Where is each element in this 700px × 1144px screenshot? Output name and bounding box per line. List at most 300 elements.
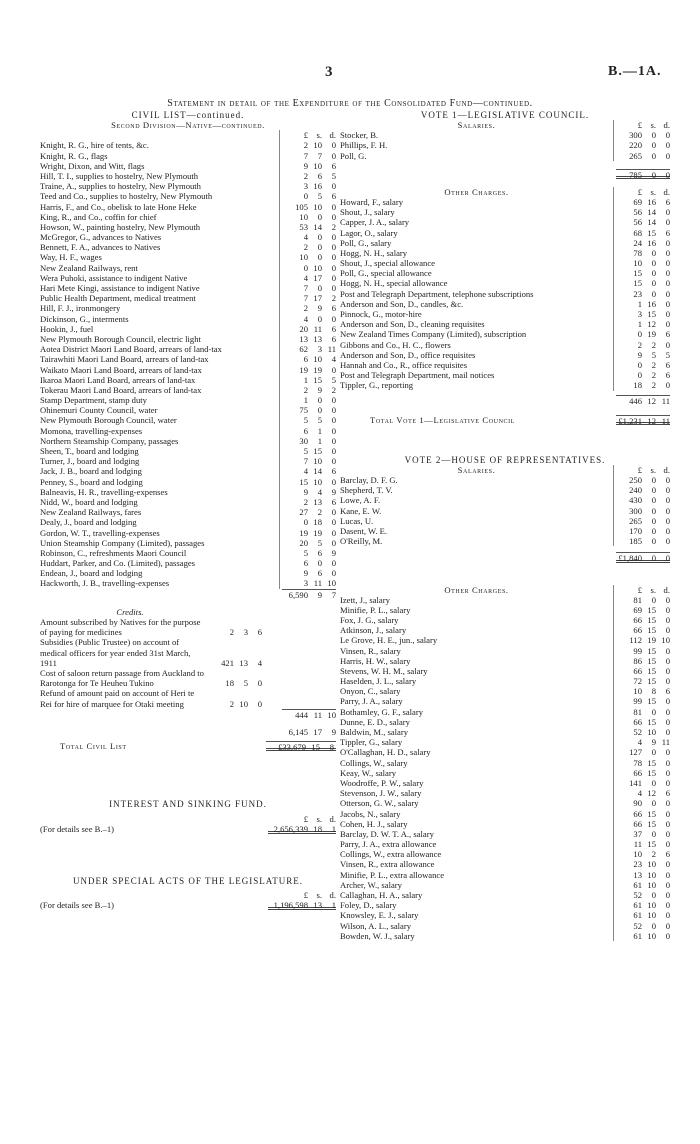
pounds-value: 0 [637, 329, 642, 340]
entry-description: Harris, F., and Co., obelisk to late Hone Heke [40, 201, 197, 212]
shillings-value: 14 [647, 207, 656, 218]
shillings-value: 15 [647, 716, 656, 727]
table-row [340, 859, 670, 869]
pounds-value: 13 [633, 869, 642, 880]
table-row [340, 635, 670, 645]
table-row [340, 890, 670, 900]
pounds-value: 18 [633, 380, 642, 391]
table-row [40, 456, 336, 466]
pence-value: 5 [331, 170, 336, 181]
table-row [40, 578, 336, 588]
table-row [40, 517, 336, 527]
pounds-value: 2 [229, 698, 234, 709]
pence-value: 0 [331, 201, 336, 212]
pounds-value: 7 [303, 293, 308, 304]
table-row [40, 344, 336, 354]
table-row [340, 768, 670, 778]
pence-value: 0 [665, 798, 670, 809]
entry-description: Post and Telegraph Department, telephone subscriptions [340, 288, 534, 299]
shillings-value: 16 [647, 196, 656, 207]
shillings-value: 15 [313, 374, 322, 385]
vote2-title: VOTE 2—HOUSE OF REPRESENTATIVES. [404, 454, 606, 465]
shillings-value: 0 [651, 777, 656, 788]
pounds-value: 0 [637, 359, 642, 370]
pounds-value: 4 [303, 466, 308, 477]
pence-value: 6 [331, 191, 336, 202]
shillings-value: 2 [651, 359, 656, 370]
entry-description: Anderson and Son, D., candles, &c. [340, 298, 464, 309]
pence-value: 6 [665, 788, 670, 799]
pounds-value: 66 [633, 614, 642, 625]
entry-description: Lucas, U. [340, 515, 374, 526]
entry-description: Vinsen, R., salary [340, 645, 401, 656]
entry-description: New Plymouth Borough Council, electric light [40, 333, 201, 344]
entry-description: Hookin, J., fuel [40, 323, 94, 334]
pounds-value: 11 [633, 839, 642, 850]
pence-value: 0 [257, 678, 262, 689]
pence-value: 0 [665, 777, 670, 788]
table-row [40, 151, 336, 161]
table-row [340, 676, 670, 686]
table-row [40, 212, 336, 222]
pounds-value: 430 [629, 495, 642, 506]
shillings-value: 10 [313, 201, 322, 212]
vote2-other-header: Other Charges. £ s. d. [444, 584, 670, 595]
entry-description: Atkinson, J., salary [340, 625, 407, 636]
vote2-salaries [340, 475, 670, 546]
shillings-value: 0 [651, 140, 656, 151]
shillings-value: 15 [313, 446, 322, 457]
table-row [340, 207, 670, 217]
table-row [340, 666, 670, 676]
pence-value: 0 [331, 507, 336, 518]
entry-description: Otterson, G. W., salary [340, 798, 419, 809]
entry-description: Aotea District Maori Land Board, arrears of land-tax [40, 344, 222, 355]
table-row [340, 516, 670, 526]
entry-description: Traine, A., supplies to hostelry, New Plymouth [40, 181, 201, 192]
pence-value: 0 [665, 625, 670, 636]
division-subtitle: Second Division—Native—continued. [111, 120, 265, 131]
pounds-value: 81 [633, 706, 642, 717]
vote1-salaries-total: 785 0 0 [340, 169, 670, 179]
pounds-value: 2 [229, 627, 234, 638]
pounds-value: 112 [629, 635, 642, 646]
entry-description: Wera Puhoki, assistance to indigent Native [40, 272, 188, 283]
table-row [40, 497, 336, 507]
table-row [340, 707, 670, 717]
pence-value: 6 [665, 196, 670, 207]
shillings-value: 0 [651, 288, 656, 299]
pence-value: 6 [665, 227, 670, 238]
pounds-value: 2 [303, 140, 308, 151]
entry-description: Wright, Dixon, and Witt, flags [40, 160, 145, 171]
entry-description: Callaghan, H. A., salary [340, 890, 423, 901]
pence-value: 2 [331, 384, 336, 395]
special-acts-row: (For details see B.–1) 1,196,598 13 1 [40, 900, 336, 911]
table-row [340, 238, 670, 248]
entry-description: Tippler, G., reporting [340, 380, 414, 391]
entry-description: Minifie, P. L., extra allowance [340, 869, 445, 880]
votes-column [340, 110, 670, 941]
shillings-value: 0 [651, 150, 656, 161]
table-row [340, 625, 670, 635]
entry-description: Onyon, C., salary [340, 686, 401, 697]
entry-description: Bothamley, G. F., salary [340, 706, 424, 717]
pounds-value: 9 [303, 568, 308, 579]
entry-description: Cohen, H. J., salary [340, 818, 408, 829]
pounds-value: 7 [303, 150, 308, 161]
entry-description: Hackworth, J. B., travelling-expenses [40, 578, 170, 589]
shillings-value: 10 [647, 910, 656, 921]
credit-item [40, 617, 336, 637]
table-row [340, 475, 670, 485]
entry-description: Momona, travelling-expenses [40, 425, 143, 436]
pounds-value: 3 [637, 309, 642, 320]
shillings-value: 0 [651, 278, 656, 289]
pounds-value: 6 [303, 425, 308, 436]
pence-value: 0 [331, 150, 336, 161]
entry-description: Northern Steamship Company, passages [40, 435, 179, 446]
shillings-value: 0 [651, 890, 656, 901]
pence-value: 0 [665, 890, 670, 901]
table-row [340, 130, 670, 140]
shillings-value: 5 [317, 191, 322, 202]
entry-description: Phillips, F. H. [340, 140, 388, 151]
pence-value: 0 [665, 150, 670, 161]
table-row [340, 319, 670, 329]
shillings-value: 0 [651, 485, 656, 496]
table-row [40, 161, 336, 171]
entry-description: Foley, D., salary [340, 900, 397, 911]
entry-description: Jacobs, N., salary [340, 808, 401, 819]
shillings-value: 10 [313, 160, 322, 171]
civil-net: 6,145 17 9 [288, 727, 336, 738]
pence-value: 2 [331, 221, 336, 232]
pence-value: 0 [665, 130, 670, 141]
pence-value: 0 [665, 900, 670, 911]
shillings-value: 3 [317, 344, 322, 355]
table-row [340, 910, 670, 920]
table-row [340, 819, 670, 829]
entry-description: Capper, J. A., salary [340, 217, 410, 228]
shillings-value: 0 [651, 594, 656, 605]
shillings-value: 4 [317, 486, 322, 497]
shillings-value: 2 [651, 380, 656, 391]
table-row [340, 758, 670, 768]
pounds-value: 20 [299, 323, 308, 334]
pounds-value: 10 [633, 686, 642, 697]
pence-value: 0 [665, 920, 670, 931]
pounds-value: 27 [299, 507, 308, 518]
pence-value: 0 [665, 604, 670, 615]
shillings-value: 10 [647, 869, 656, 880]
pounds-value: 2 [303, 384, 308, 395]
pence-value: 0 [665, 536, 670, 547]
table-row [340, 526, 670, 536]
shillings-value: 19 [313, 364, 322, 375]
table-row [340, 506, 670, 516]
entry-description: Howson, W., painting hostelry, New Plymouth [40, 221, 201, 232]
table-row [340, 595, 670, 605]
pence-value: 5 [331, 374, 336, 385]
shillings-value: 0 [651, 505, 656, 516]
shillings-value: 15 [647, 309, 656, 320]
pounds-value: 421 [221, 657, 234, 668]
shillings-value: 17 [313, 293, 322, 304]
shillings-value: 10 [313, 476, 322, 487]
pounds-value: 13 [299, 333, 308, 344]
pence-value: 0 [665, 505, 670, 516]
pounds-value: 30 [299, 435, 308, 446]
entry-description: Penney, S., board and lodging [40, 476, 143, 487]
shillings-value: 12 [647, 319, 656, 330]
entry-description: Poll, G., special allowance [340, 268, 432, 279]
shillings-value: 10 [313, 354, 322, 365]
table-row [340, 140, 670, 150]
table-row [40, 446, 336, 456]
pounds-value: 0 [303, 517, 308, 528]
pounds-value: 53 [299, 221, 308, 232]
pounds-value: 5 [303, 446, 308, 457]
pounds-value: 90 [633, 798, 642, 809]
entry-description: Teed and Co., supplies to hostelry, New Plymouth [40, 191, 213, 202]
pence-value: 0 [665, 727, 670, 738]
table-row [340, 696, 670, 706]
entry-description: Knowsley, E. J., salary [340, 910, 419, 921]
pence-value: 0 [331, 252, 336, 263]
pounds-value: 24 [633, 237, 642, 248]
entry-description: Sheen, T., board and lodging [40, 446, 139, 457]
table-row [340, 717, 670, 727]
lsd-header: £ s. d. [40, 130, 336, 140]
table-row [340, 360, 670, 370]
pounds-value: 66 [633, 818, 642, 829]
shillings-value: 5 [651, 349, 656, 360]
shillings-value: 19 [647, 329, 656, 340]
entry-description: Bowden, W. J., salary [340, 930, 415, 941]
entry-description: Shout, J., special allowance [340, 258, 435, 269]
table-row [40, 548, 336, 558]
entry-description: Barclay, D. F. G. [340, 475, 398, 486]
entry-description: Parry, J. A., salary [340, 696, 403, 707]
pence-value: 6 [665, 370, 670, 381]
pounds-value: 37 [633, 828, 642, 839]
special-acts-title: UNDER SPECIAL ACTS OF THE LEGISLATURE. [72, 875, 303, 886]
entry-description: Kane, E. W. [340, 505, 382, 516]
pence-value: 0 [331, 364, 336, 375]
pence-value: 0 [665, 910, 670, 921]
entry-description: Tippler, G., salary [340, 737, 403, 748]
entry-description: New Zealand Railways, fares [40, 507, 142, 518]
pounds-value: 7 [303, 456, 308, 467]
entry-description: Gibbons and Co., H. C., flowers [340, 339, 451, 350]
pence-value: 6 [331, 160, 336, 171]
pence-value: 11 [661, 737, 670, 748]
pence-value: 0 [331, 425, 336, 436]
shillings-value: 0 [651, 747, 656, 758]
shillings-value: 0 [651, 258, 656, 269]
pounds-value: 66 [633, 665, 642, 676]
pence-value: 0 [665, 879, 670, 890]
pounds-value: 75 [299, 405, 308, 416]
pence-value: 0 [665, 676, 670, 687]
pence-value: 0 [665, 645, 670, 656]
table-row [40, 273, 336, 283]
pounds-value: 61 [633, 910, 642, 921]
pence-value: 0 [665, 237, 670, 248]
pounds-value: 9 [303, 486, 308, 497]
entry-description: Union Steamship Company (Limited), passages [40, 537, 205, 548]
table-row [40, 354, 336, 364]
pence-value: 10 [661, 635, 670, 646]
shillings-value: 16 [313, 181, 322, 192]
pence-value: 0 [665, 706, 670, 717]
pounds-value: 185 [629, 536, 642, 547]
shillings-value: 0 [651, 268, 656, 279]
shillings-value: 3 [243, 627, 248, 638]
pounds-value: 15 [299, 476, 308, 487]
table-row [40, 283, 336, 293]
shillings-value: 8 [651, 686, 656, 697]
shillings-value: 10 [647, 859, 656, 870]
entry-description: Archer, W., salary [340, 879, 402, 890]
pounds-value: 1 [303, 395, 308, 406]
entry-description: Barclay, D. W. T. A., salary [340, 828, 434, 839]
shillings-value: 0 [651, 495, 656, 506]
pence-value: 6 [331, 333, 336, 344]
shillings-value: 0 [651, 526, 656, 537]
shillings-value: 10 [647, 900, 656, 911]
table-row [340, 278, 670, 288]
pounds-value: 10 [633, 849, 642, 860]
pounds-value: 19 [299, 364, 308, 375]
pence-value: 0 [331, 232, 336, 243]
shillings-value: 5 [317, 537, 322, 548]
pounds-value: 300 [629, 505, 642, 516]
shillings-value: 15 [647, 818, 656, 829]
shillings-value: 10 [239, 698, 248, 709]
pence-value: 6 [665, 329, 670, 340]
entry-description: Poll, G. [340, 150, 367, 161]
table-row [40, 507, 336, 517]
entry-description: Collings, W., salary [340, 757, 408, 768]
credit-description: Cost of saloon return passage from Auckland to Rarotonga for Te Heuheu Tukino [40, 668, 204, 689]
entry-description: Dasent, W. E. [340, 526, 388, 537]
entry-description: Jack, J. B., board and lodging [40, 466, 142, 477]
pounds-value: 66 [633, 625, 642, 636]
table-row [340, 485, 670, 495]
pounds-value: 10 [299, 211, 308, 222]
shillings-value: 0 [651, 798, 656, 809]
pounds-value: 86 [633, 655, 642, 666]
shillings-value: 9 [651, 737, 656, 748]
shillings-value: 15 [647, 625, 656, 636]
table-row [40, 528, 336, 538]
pounds-value: 105 [295, 201, 308, 212]
table-row [40, 232, 336, 242]
pence-value: 9 [331, 486, 336, 497]
vote1-other-header: Other Charges. £ s. d. [444, 186, 670, 197]
shillings-value: 0 [651, 247, 656, 258]
entry-description: Hogg, N. H., special allowance [340, 278, 448, 289]
pounds-value: 1 [303, 374, 308, 385]
shillings-value: 14 [647, 217, 656, 228]
pounds-value: 62 [299, 344, 308, 355]
document-reference: B.—1A. [608, 64, 662, 79]
shillings-value: 0 [651, 828, 656, 839]
entry-description: Poll, G., salary [340, 237, 392, 248]
civil-list-title: CIVIL LIST—continued. [131, 110, 245, 120]
entry-description: Anderson and Son, D., cleaning requisites [340, 319, 485, 330]
shillings-value: 19 [313, 527, 322, 538]
entry-description: New Zealand Times Company (Limited), subscription [340, 329, 527, 340]
shillings-value: 13 [239, 657, 248, 668]
table-row [340, 258, 670, 268]
table-row [340, 737, 670, 747]
pence-value: 6 [665, 686, 670, 697]
table-row [340, 299, 670, 309]
table-row [40, 375, 336, 385]
entry-description: Izett, J., salary [340, 594, 390, 605]
pence-value: 0 [331, 211, 336, 222]
shillings-value: 10 [313, 262, 322, 273]
entry-description: Post and Telegraph Department, mail notices [340, 370, 495, 381]
table-row [340, 289, 670, 299]
pence-value: 0 [665, 869, 670, 880]
table-row [40, 487, 336, 497]
pence-value: 0 [665, 594, 670, 605]
entry-description: Stocker, B. [340, 130, 379, 141]
pounds-value: 265 [629, 150, 642, 161]
pounds-value: 99 [633, 645, 642, 656]
interest-title: INTEREST AND SINKING FUND. [109, 799, 267, 810]
pounds-value: 19 [299, 527, 308, 538]
table-row [340, 151, 670, 161]
pounds-value: 52 [633, 920, 642, 931]
shillings-value: 1 [317, 425, 322, 436]
pounds-value: 61 [633, 900, 642, 911]
table-row [340, 329, 670, 339]
pounds-value: 6 [303, 354, 308, 365]
pounds-value: 15 [633, 268, 642, 279]
shillings-value: 0 [651, 475, 656, 486]
shillings-value: 2 [317, 507, 322, 518]
shillings-value: 0 [317, 232, 322, 243]
pence-value: 0 [331, 446, 336, 457]
pounds-value: 0 [303, 191, 308, 202]
pence-value: 0 [331, 537, 336, 548]
table-row [40, 558, 336, 568]
credit-item [40, 637, 336, 668]
pounds-value: 78 [633, 757, 642, 768]
table-row [340, 370, 670, 380]
entry-description: Minifie, P. L., salary [340, 604, 411, 615]
table-row [40, 303, 336, 313]
entry-description: Haselden, J. L., salary [340, 676, 417, 687]
pounds-value: 1 [637, 319, 642, 330]
entry-description: Shepherd, T. V. [340, 485, 393, 496]
entry-description: Woodroffe, P. W., salary [340, 777, 424, 788]
pence-value: 0 [665, 485, 670, 496]
shillings-value: 15 [647, 227, 656, 238]
pounds-value: 2 [303, 170, 308, 181]
entry-description: Stevenson, J. W., salary [340, 788, 422, 799]
shillings-value: 14 [313, 466, 322, 477]
entry-description: Knight, R. G., flags [40, 150, 108, 161]
entry-description: Hill, F. J., ironmongery [40, 303, 121, 314]
entry-description: Way, H. F., wages [40, 252, 102, 263]
pounds-value: 141 [629, 777, 642, 788]
